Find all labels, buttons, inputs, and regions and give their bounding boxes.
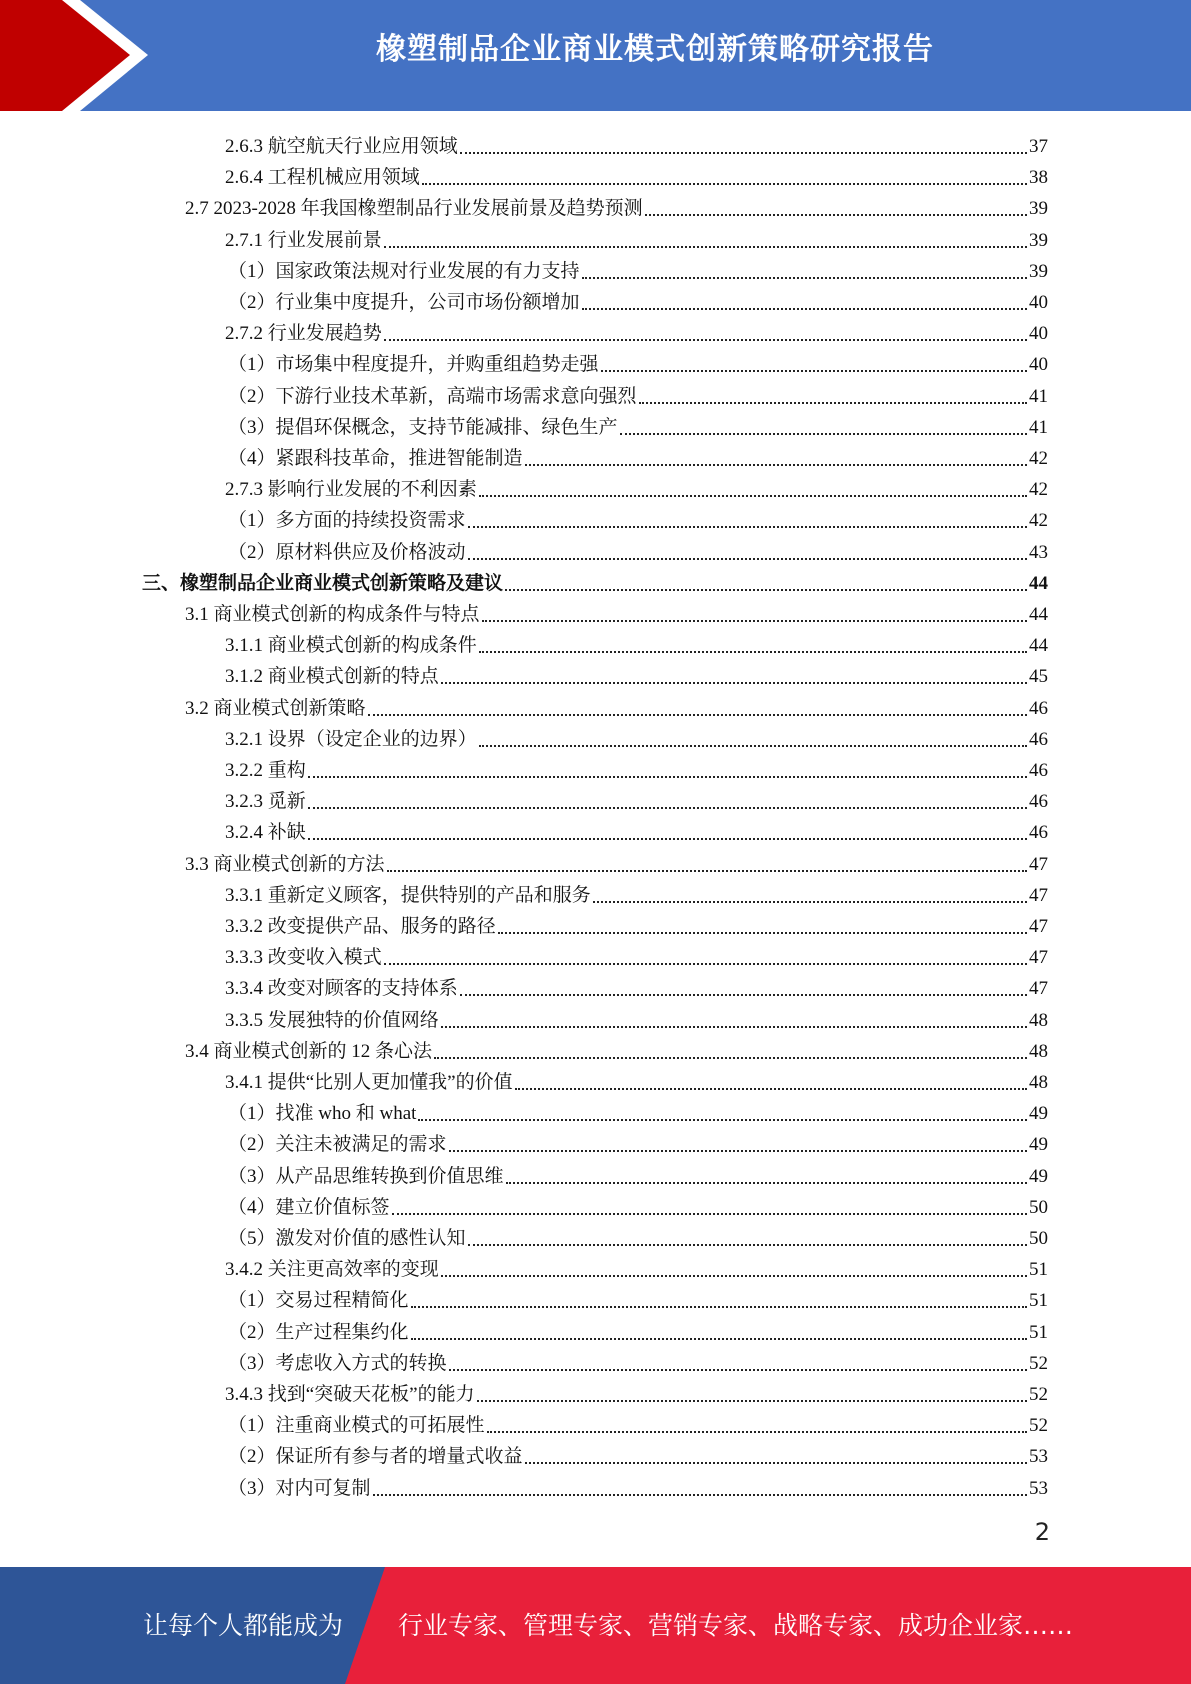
toc-dot-leader: [460, 152, 1027, 154]
toc-entry-page: 42: [1029, 479, 1048, 501]
toc-entry[interactable]: [228, 284, 1048, 315]
toc-entry[interactable]: [228, 1407, 1048, 1438]
toc-entry-label: （2）行业集中度提升，公司市场份额增加: [228, 292, 580, 313]
toc-dot-leader: [468, 1244, 1027, 1246]
toc-entry[interactable]: [228, 1126, 1048, 1157]
toc-entry[interactable]: [225, 783, 1048, 814]
toc-entry-page: 51: [1029, 1321, 1048, 1343]
toc-dot-leader: [482, 620, 1027, 622]
toc-entry-page: 47: [1029, 853, 1048, 875]
toc-entry-page: 42: [1029, 448, 1048, 469]
toc-entry[interactable]: [225, 908, 1048, 939]
toc-dot-leader: [582, 308, 1027, 310]
toc-entry-page: 52: [1029, 1384, 1048, 1405]
toc-entry[interactable]: [228, 1189, 1048, 1220]
page-number: 2: [1034, 1518, 1050, 1546]
toc-entry[interactable]: [225, 721, 1048, 752]
toc-entry-label: 2.6.4 工程机械应用领域: [225, 167, 420, 189]
toc-entry-page: 48: [1029, 1072, 1048, 1093]
toc-entry[interactable]: [228, 253, 1048, 284]
toc-entry[interactable]: [225, 222, 1048, 253]
toc-dot-leader: [373, 1494, 1027, 1496]
toc-entry[interactable]: [228, 440, 1048, 471]
toc-entry-label: 3.3.2 改变提供产品、服务的路径: [225, 916, 496, 937]
toc-dot-leader: [479, 651, 1027, 653]
toc-dot-leader: [601, 370, 1027, 372]
toc-entry-label: （3）考虑收入方式的转换: [228, 1352, 447, 1374]
toc-dot-leader: [505, 589, 1027, 591]
toc-entry-page: 37: [1029, 136, 1048, 157]
toc-entry-page: 47: [1029, 916, 1048, 937]
toc-dot-leader: [411, 1338, 1027, 1340]
toc-entry-label: 2.7.3 影响行业发展的不利因素: [225, 479, 477, 501]
toc-entry[interactable]: [225, 471, 1048, 502]
toc-entry[interactable]: [228, 409, 1048, 440]
toc-entry[interactable]: [225, 877, 1048, 908]
toc-dot-leader: [639, 402, 1027, 404]
toc-entry-page: 49: [1029, 1103, 1048, 1125]
toc-entry-label: 3.4.3 找到“突破天花板”的能力: [225, 1384, 475, 1405]
toc-entry-label: 3.1.2 商业模式创新的特点: [225, 666, 439, 688]
toc-entry[interactable]: [228, 1282, 1048, 1313]
toc-entry[interactable]: [228, 502, 1048, 533]
toc-entry-page: 46: [1029, 791, 1048, 813]
toc-entry-label: （1）交易过程精简化: [228, 1290, 409, 1312]
toc-entry-page: 40: [1029, 292, 1048, 313]
toc-dot-leader: [411, 1306, 1027, 1308]
toc-entry-page: 45: [1029, 666, 1048, 688]
toc-dot-leader: [308, 838, 1027, 840]
toc-entry-label: （1）国家政策法规对行业发展的有力支持: [228, 260, 580, 282]
toc-entry-label: 2.6.3 航空航天行业应用领域: [225, 136, 458, 157]
toc-entry-page: 41: [1029, 416, 1048, 438]
toc-dot-leader: [441, 1275, 1027, 1277]
toc-entry-label: 3.3.3 改变收入模式: [225, 947, 382, 969]
toc-entry-label: 3.1 商业模式创新的构成条件与特点: [185, 604, 480, 625]
toc-entry-label: （1）注重商业模式的可拓展性: [228, 1415, 485, 1437]
toc-dot-leader: [449, 1150, 1027, 1152]
toc-dot-leader: [645, 214, 1027, 216]
toc-entry-page: 47: [1029, 884, 1048, 906]
toc-entry-label: （3）对内可复制: [228, 1477, 371, 1499]
toc-dot-leader: [506, 1182, 1027, 1184]
toc-entry[interactable]: [185, 596, 1048, 627]
toc-entry-page: 44: [1029, 635, 1048, 657]
toc-entry-label: 3.2 商业模式创新策略: [185, 697, 366, 719]
toc-entry-label: （1）市场集中程度提升，并购重组趋势走强: [228, 354, 599, 376]
toc-entry[interactable]: [142, 565, 1048, 596]
toc-entry-label: 3.3.1 重新定义顾客，提供特别的产品和服务: [225, 884, 591, 906]
footer-slogan-right: 行业专家、管理专家、营销专家、战略专家、成功企业家……: [398, 1611, 1074, 1640]
toc-entry-label: （2）生产过程集约化: [228, 1321, 409, 1343]
toc-entry-page: 38: [1029, 167, 1048, 189]
toc-entry[interactable]: [185, 1033, 1048, 1064]
toc-entry-page: 41: [1029, 385, 1048, 407]
toc-entry-label: 2.7 2023-2028 年我国橡塑制品行业发展前景及趋势预测: [185, 198, 643, 220]
toc-entry[interactable]: [225, 939, 1048, 970]
toc-entry[interactable]: [225, 814, 1048, 845]
toc-entry[interactable]: [225, 1376, 1048, 1407]
toc-entry-page: 51: [1029, 1259, 1048, 1281]
toc-entry-page: 49: [1029, 1134, 1048, 1156]
toc-entry-page: 46: [1029, 697, 1048, 719]
toc-entry-label: （4）紧跟科技革命，推进智能制造: [228, 448, 523, 469]
toc-dot-leader: [593, 901, 1027, 903]
toc-entry-label: （4）建立价值标签: [228, 1196, 390, 1218]
toc-entry-label: 3.2.1 设界（设定企业的边界）: [225, 728, 477, 750]
toc-entry-label: 三、橡塑制品企业商业模式创新策略及建议: [142, 572, 504, 594]
toc-entry-page: 40: [1029, 323, 1048, 345]
toc-dot-leader: [308, 807, 1027, 809]
toc-entry-page: 46: [1029, 822, 1048, 844]
toc-entry-page: 46: [1029, 728, 1048, 750]
toc-entry-page: 39: [1029, 198, 1048, 220]
toc-entry[interactable]: [225, 970, 1048, 1001]
toc-entry[interactable]: [225, 128, 1048, 159]
toc-dot-leader: [368, 714, 1027, 716]
toc-entry-page: 52: [1029, 1352, 1048, 1374]
toc-entry-page: 43: [1029, 541, 1048, 563]
toc-entry[interactable]: [185, 846, 1048, 877]
toc-entry-page: 50: [1029, 1196, 1048, 1218]
toc-dot-leader: [434, 1057, 1027, 1059]
toc-dot-leader: [479, 495, 1027, 497]
toc-dot-leader: [525, 1462, 1027, 1464]
toc-entry[interactable]: [225, 752, 1048, 783]
toc-dot-leader: [460, 994, 1027, 996]
toc-entry-page: 46: [1029, 760, 1048, 781]
toc-entry-label: 3.4 商业模式创新的 12 条心法: [185, 1040, 433, 1062]
toc-entry-label: 2.7.1 行业发展前景: [225, 229, 382, 251]
toc-entry[interactable]: [225, 1064, 1048, 1095]
toc-dot-leader: [308, 776, 1027, 778]
toc-entry[interactable]: [228, 1438, 1048, 1469]
toc-entry-page: 48: [1029, 1009, 1048, 1031]
toc-entry[interactable]: [228, 1220, 1048, 1251]
toc-entry-label: 3.3 商业模式创新的方法: [185, 853, 385, 875]
toc-dot-leader: [487, 1431, 1027, 1433]
toc-entry-page: 51: [1029, 1290, 1048, 1312]
toc-entry[interactable]: [228, 1470, 1048, 1501]
toc-dot-leader: [441, 682, 1027, 684]
toc-entry-label: （2）下游行业技术革新，高端市场需求意向强烈: [228, 385, 637, 407]
toc-entry-label: （3）提倡环保概念，支持节能减排、绿色生产: [228, 416, 618, 438]
toc-entry[interactable]: [225, 1002, 1048, 1033]
header-arrow-logo: [0, 0, 160, 111]
header-arrow-red-chevron: [0, 0, 130, 111]
toc-dot-leader: [468, 558, 1027, 560]
toc-entry-label: （3）从产品思维转换到价值思维: [228, 1165, 504, 1187]
toc-entry-label: 3.2.3 觅新: [225, 791, 306, 813]
toc-entry-label: 3.3.4 改变对顾客的支持体系: [225, 978, 458, 1000]
toc-dot-leader: [498, 932, 1027, 934]
toc-entry-page: 53: [1029, 1477, 1048, 1499]
toc-dot-leader: [468, 526, 1027, 528]
toc-dot-leader: [515, 1088, 1027, 1090]
toc-entry[interactable]: [228, 378, 1048, 409]
toc-entry[interactable]: [228, 534, 1048, 565]
toc-dot-leader: [384, 246, 1027, 248]
toc-entry-page: 49: [1029, 1165, 1048, 1187]
footer-slogan-left: 让每个人都能成为: [143, 1611, 344, 1640]
toc-entry-label: （1）找准 who 和 what: [228, 1103, 417, 1125]
toc-entry-label: （2）关注未被满足的需求: [228, 1134, 447, 1156]
toc-entry-page: 44: [1029, 572, 1048, 594]
toc-entry-label: （5）激发对价值的感性认知: [228, 1228, 466, 1249]
toc-entry-page: 52: [1029, 1415, 1048, 1437]
toc-dot-leader: [384, 339, 1027, 341]
toc-entry-label: （1）多方面的持续投资需求: [228, 510, 466, 532]
toc-entry-page: 48: [1029, 1040, 1048, 1062]
toc-dot-leader: [477, 1400, 1027, 1402]
toc-entry[interactable]: [225, 658, 1048, 689]
toc-entry-label: 3.4.1 提供“比别人更加懂我”的价值: [225, 1072, 513, 1093]
toc-entry[interactable]: [228, 1158, 1048, 1189]
toc-entry-page: 39: [1029, 229, 1048, 251]
toc-entry-label: 3.2.2 重构: [225, 760, 306, 781]
toc-entry-label: 3.2.4 补缺: [225, 822, 306, 844]
toc-dot-leader: [384, 963, 1027, 965]
toc-entry[interactable]: [228, 1314, 1048, 1345]
toc-dot-leader: [449, 1369, 1027, 1371]
page-header: [0, 0, 1191, 111]
toc-entry[interactable]: [228, 1095, 1048, 1126]
toc-entry[interactable]: [185, 690, 1048, 721]
toc-entry[interactable]: [228, 1345, 1048, 1376]
toc-entry[interactable]: [225, 1251, 1048, 1282]
toc-dot-leader: [525, 464, 1027, 466]
toc-entry-page: 53: [1029, 1446, 1048, 1468]
toc-entry[interactable]: [225, 627, 1048, 658]
toc-entry-page: 44: [1029, 604, 1048, 625]
document-title: 橡塑制品企业商业模式创新策略研究报告: [376, 32, 934, 67]
toc-dot-leader: [392, 1213, 1027, 1215]
toc-dot-leader: [387, 870, 1027, 872]
toc-entry-page: 47: [1029, 947, 1048, 969]
page-footer: [0, 1567, 1191, 1684]
toc-entry-label: 3.3.5 发展独特的价值网络: [225, 1009, 439, 1031]
toc-entry[interactable]: [225, 159, 1048, 190]
toc-entry[interactable]: [228, 346, 1048, 377]
toc-dot-leader: [479, 745, 1027, 747]
toc-entry-label: （2）保证所有参与者的增量式收益: [228, 1446, 523, 1468]
toc-entry-page: 47: [1029, 978, 1048, 1000]
toc-entry-page: 50: [1029, 1228, 1048, 1249]
toc-dot-leader: [620, 433, 1027, 435]
toc-entry[interactable]: [185, 190, 1048, 221]
toc-entry-page: 42: [1029, 510, 1048, 532]
toc-entry-page: 40: [1029, 354, 1048, 376]
toc-entry-label: 2.7.2 行业发展趋势: [225, 323, 382, 345]
toc-dot-leader: [582, 277, 1027, 279]
toc-entry[interactable]: [225, 315, 1048, 346]
toc-dot-leader: [422, 183, 1027, 185]
toc-entry-page: 39: [1029, 260, 1048, 282]
toc-entry-label: 3.1.1 商业模式创新的构成条件: [225, 635, 477, 657]
toc-entry-label: （2）原材料供应及价格波动: [228, 541, 466, 563]
toc-dot-leader: [441, 1026, 1027, 1028]
toc-dot-leader: [418, 1119, 1027, 1121]
toc-entry-label: 3.4.2 关注更高效率的变现: [225, 1259, 439, 1281]
